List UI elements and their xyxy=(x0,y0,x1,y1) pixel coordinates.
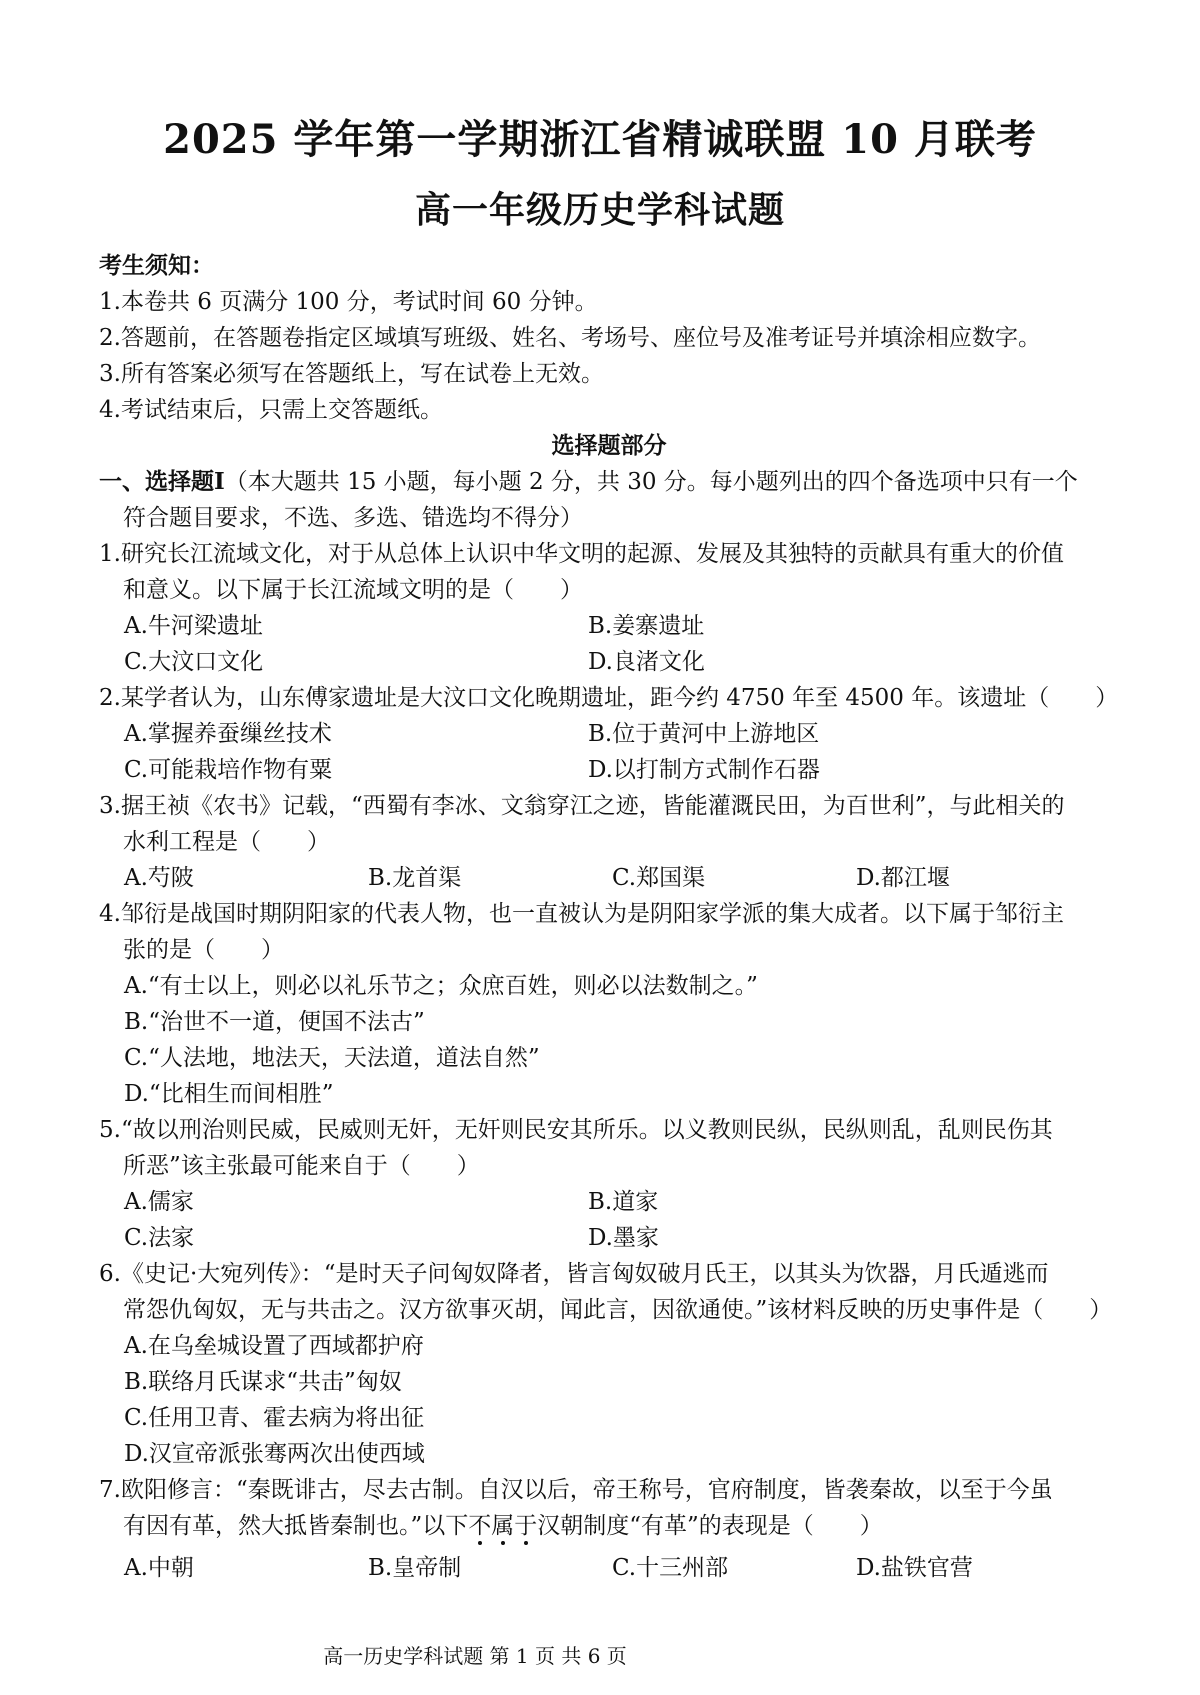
question-stem-cont: 张的是（ ） xyxy=(123,937,284,963)
option-c: C.“人法地，地法天，天法道，道法自然” xyxy=(124,1045,540,1071)
option-a: A.牛河梁遗址 xyxy=(124,613,263,639)
stem-text: 有因有革，然大抵皆秦制也。”以下 xyxy=(123,1513,469,1539)
question-stem: 3.据王祯《农书》记载，“西蜀有李冰、文翁穿江之迹，皆能灌溉民田，为百世利”，与此相关的 xyxy=(99,793,1065,819)
option-d: D.以打制方式制作石器 xyxy=(588,757,820,783)
option-row xyxy=(99,1220,1119,1256)
option-c: C.法家 xyxy=(124,1225,195,1251)
option-d: D.墨家 xyxy=(588,1225,659,1251)
option-a: A.儒家 xyxy=(124,1189,194,1215)
option-c: C.可能栽培作物有粟 xyxy=(124,757,333,783)
option-a: A.掌握养蚕缫丝技术 xyxy=(124,721,332,747)
option-d: D.盐铁官营 xyxy=(856,1555,973,1581)
question-stem: 2.某学者认为，山东傅家遗址是大汶口文化晚期遗址，距今约 4750 年至 4500 年。该遗址（ ） xyxy=(99,685,1119,711)
question-stem: 1.研究长江流域文化，对于从总体上认识中华文明的起源、发展及其独特的贡献具有重大的价值 xyxy=(99,541,1064,567)
part-label: 一、选择题Ⅰ xyxy=(99,468,225,495)
part-desc: （本大题共 15 小题，每小题 2 分，共 30 分。每小题列出的四个备选项中只有一个 xyxy=(224,469,1078,495)
exam-content xyxy=(99,248,1119,1586)
option-d: D.“比相生而间相胜” xyxy=(124,1081,334,1107)
emphasis-char: 不 xyxy=(468,1513,492,1539)
option-b: B.龙首渠 xyxy=(368,865,462,891)
option-a: A.在乌垒城设置了西域都护府 xyxy=(124,1333,424,1359)
notice-item: 2.答题前，在答题卷指定区域填写班级、姓名、考场号、座位号及准考证号并填涂相应数字。 xyxy=(99,325,1041,351)
notice-item: 3.所有答案必须写在答题纸上，写在试卷上无效。 xyxy=(99,361,604,387)
question-stem-cont: 所恶”该主张最可能来自于（ ） xyxy=(123,1153,480,1179)
option-row xyxy=(99,752,1119,788)
question-stem: 4.邹衍是战国时期阴阳家的代表人物，也一直被认为是阴阳家学派的集大成者。以下属于邹衍主 xyxy=(99,901,1064,927)
page-title: 2025 学年第一学期浙江省精诚联盟 10 月联考 xyxy=(163,116,1037,163)
question-stem-cont: 水利工程是（ ） xyxy=(123,829,330,855)
question-stem-cont xyxy=(99,1508,1119,1544)
question-stem: 7.欧阳修言：“秦既诽古，尽去古制。自汉以后，帝王称号，官府制度，皆袭秦故，以至于今虽 xyxy=(99,1477,1053,1503)
notice-heading: 考生须知： xyxy=(99,252,214,279)
option-row xyxy=(99,644,1119,680)
question-stem: 5.“故以刑治则民威，民威则无奸，无奸则民安其所乐。以义教则民纵，民纵则乱，乱则民伤其 xyxy=(99,1117,1053,1143)
option-row xyxy=(99,716,1119,752)
page-subtitle: 高一年级历史学科试题 xyxy=(414,189,785,231)
option-a: A.中朝 xyxy=(124,1555,194,1581)
part-instructions xyxy=(99,464,1119,500)
notice-item: 4.考试结束后，只需上交答题纸。 xyxy=(99,397,443,423)
page-footer: 高一历史学科试题 第 1 页 共 6 页 xyxy=(323,1644,627,1668)
option-row xyxy=(99,860,1119,896)
option-row xyxy=(99,1184,1119,1220)
question-stem: 6.《史记·大宛列传》：“是时天子问匈奴降者，皆言匈奴破月氏王，以其头为饮器，月氏遁逃而 xyxy=(99,1261,1049,1287)
option-c: C.任用卫青、霍去病为将出征 xyxy=(124,1405,425,1431)
option-c: C.十三州部 xyxy=(612,1555,729,1581)
option-a: A.“有士以上，则必以礼乐节之；众庶百姓，则必以法数制之。” xyxy=(124,973,758,999)
section-heading: 选择题部分 xyxy=(551,432,667,459)
option-d: D.汉宣帝派张骞两次出使西域 xyxy=(124,1441,425,1467)
emphasis-dots-text xyxy=(468,1513,537,1539)
part-desc-cont: 符合题目要求，不选、多选、错选均不得分） xyxy=(123,505,583,531)
emphasis-char: 属 xyxy=(491,1513,515,1539)
option-d: D.良渚文化 xyxy=(588,649,705,675)
option-b: B.皇帝制 xyxy=(368,1555,462,1581)
notice-item: 1.本卷共 6 页满分 100 分，考试时间 60 分钟。 xyxy=(99,289,598,315)
option-row xyxy=(99,608,1119,644)
option-a: A.芍陂 xyxy=(124,865,194,891)
option-row xyxy=(99,1550,1119,1586)
option-b: B.“治世不一道，便国不法古” xyxy=(124,1009,425,1035)
option-c: C.郑国渠 xyxy=(612,865,706,891)
stem-text: 汉朝制度“有革”的表现是（ ） xyxy=(537,1513,883,1539)
question-stem-cont: 和意义。以下属于长江流域文明的是（ ） xyxy=(123,577,583,603)
question-stem-cont: 常怨仇匈奴，无与共击之。汉方欲事灭胡，闻此言，因欲通使。”该材料反映的历史事件是（ ） xyxy=(123,1297,1113,1323)
option-b: B.联络月氏谋求“共击”匈奴 xyxy=(124,1369,402,1395)
emphasis-char: 于 xyxy=(514,1513,538,1539)
option-b: B.道家 xyxy=(588,1189,659,1215)
option-b: B.位于黄河中上游地区 xyxy=(588,721,820,747)
option-c: C.大汶口文化 xyxy=(124,649,264,675)
option-d: D.都江堰 xyxy=(856,865,950,891)
option-b: B.姜寨遗址 xyxy=(588,613,705,639)
